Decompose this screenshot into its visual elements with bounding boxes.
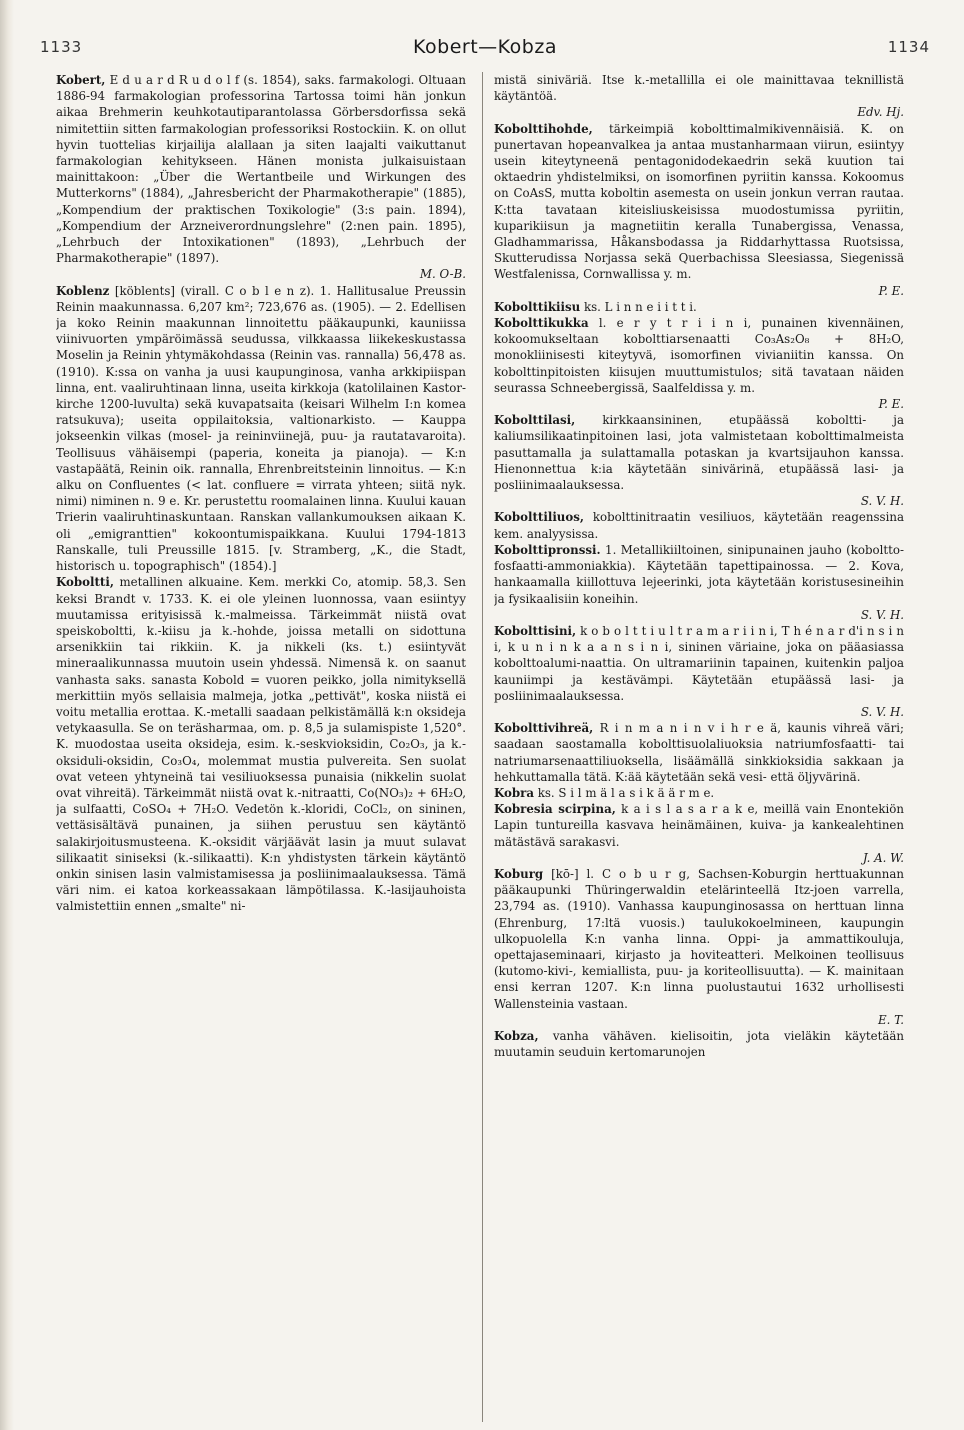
entry-headword: Koboltti, bbox=[56, 575, 114, 590]
entry-signature: S. V. H. bbox=[860, 494, 904, 509]
entry-body: R i n m a n i n v i h r e ä, kaunis vihreä väri; saadaan saostamalla kobolttisuolaliuoksia natriumfosfaatti- tai natriumarsenaattiliuoksella, lisäämällä sinkkioksidia sakkaan ja hehkuttamalla tätä. K:ää käytetään sekä vesi- että öljyvärinä. bbox=[494, 721, 904, 784]
entry-body: ks. L i n n e i i t t i. bbox=[580, 299, 697, 314]
encyclopedia-entry bbox=[494, 72, 904, 121]
entry-headword: Kobra bbox=[494, 785, 534, 800]
encyclopedia-entry bbox=[494, 299, 904, 315]
entry-signature: M. O-B. bbox=[419, 267, 466, 282]
entry-body: mistä siniväriä. Itse k.-metallilla ei ole mainittavaa teknillistä käytäntöä. bbox=[494, 73, 904, 104]
entry-body: metallinen alkuaine. Kem. merkki Co, atomip. 58,3. Sen keksi Brandt v. 1733. K. ei ole yleinen luonnossa, vaan esiintyy muutamissa erityisissä k.-malmeissa. Tärkeimmät niistä ovat speiskoboltti, k.-kiisu ja k.-hohde, joissa metalli on sidottuna arsenikkiin tai rikkiin. K. ja nikkeli (ks. t.) esiintyvät mineraalikunnassa muutoin usein yhdessä. Nimensä k. on saanut vanhasta saks. sanasta Kobold = vuoren peikko, jolla nimityksellä merkittiin myös sellaisia malmeja, jotka „pettivät", koska niistä ei voitu metallia erottaa. K.-metalli saadaan pelkistämällä k:n oksideja vetykaasulla. Se on teräsharmaa, om. p. 8,5 ja sulamispiste 1,520°. K. muodostaa useita oksideja, esim. k.-seskvioksidin, Co₂O₃, ja k.-oksiduli-oksidin, Co₃O₄, molemmat mustia pulvereita. Sen suolat ovat veteen yhtyneinä tai vesiliuoksessa punaisia (nikkelin suolat ovat vihreitä). Tärkeimmät niistä ovat k.-nitraatti, Co(NO₃)₂ + 6H₂O, ja sulfaatti, CoSO₄ + 7H₂O. Vedetön k.-kloridi, CoCl₂, on sininen, vettäsisältävä punainen, ja siihen perustuu sen käytäntö salakirjoitusmusteena. K.-oksidit värjäävät lasin ja muut sulavat silikaatit siniseksi (k.-silikaatti). K:n yhdistysten tärkein käytäntö onkin sinisen lasin valmistamisessa ja posliinimaalauksessa. Tämä väri nim. ei katoa korkeassakaan lämpötilassa. K.-lasijauhoista valmistettiin ennen „smalte" ni- bbox=[56, 575, 466, 914]
entry-signature: S. V. H. bbox=[860, 704, 904, 719]
encyclopedia-entry bbox=[494, 121, 904, 299]
entry-headword: Koblenz bbox=[56, 283, 110, 298]
entry-body: kobolttinitraatin vesiliuos, käytetään reagenssina kem. analyysissa. bbox=[494, 510, 904, 541]
encyclopedia-entry bbox=[494, 315, 904, 412]
entry-headword: Kobolttipronssi. bbox=[494, 542, 601, 557]
entry-headword: Kobza, bbox=[494, 1028, 539, 1043]
encyclopedia-entry bbox=[56, 283, 466, 575]
encyclopedia-entry bbox=[494, 720, 904, 785]
column-divider bbox=[482, 72, 483, 1422]
entry-body: E d u a r d R u d o l f (s. 1854), saks. farmakologi. Oltuaan 1886-94 farmakologian professorina Tartossa toimi hän jonkun aikaa Brehmerin keuhkotautiparantolassa Görbersdorfissa sekä nimitettiin sitten farmakologian professoriksi Rostockiin. K. on ollut hyvin tuottelias kirjailija alallaan ja siten laajalti vaikuttanut farmakologian kehitykseen. Hänen monista julkaisuistaan mainittakoon: „Über die Wertantbeile und Wirkungen des Mutterkorns" (1884), „Jahresbericht der Pharmakotherapie" (1885), „Kompendium der praktischen Toxikologie" (3:s pain. 1894), „Kompendium der Arzneiverordnungslehre" (2:nen pain. 1895), „Lehrbuch der Intoxikationen" (1893), „Lehrbuch der Pharmakotherapie" (1897). bbox=[56, 73, 466, 266]
encyclopedia-entry bbox=[494, 623, 904, 720]
page-title: Kobert—Kobza bbox=[413, 36, 557, 58]
entry-headword: Kobert, bbox=[56, 73, 106, 87]
encyclopedia-entry bbox=[494, 785, 904, 801]
encyclopedia-entry bbox=[494, 801, 904, 866]
left-column bbox=[56, 72, 466, 1422]
entry-body: ks. S i l m ä l a s i k ä ä r m e. bbox=[533, 785, 715, 800]
entry-headword: Kobolttihohde, bbox=[494, 121, 593, 136]
entry-body: [köblents] (virall. C o b l e n z). 1. Hallitusalue Preussin Reinin maakunnassa. 6,207 km²; 723,676 as. (1905). — 2. Edellisen ja koko Reinin maakunnan linnoitettu pääkaupunki, kauniissa viinivuorten ympäröimässä seudussa, vilkkaassa liikekeskustassa Moselin ja Reinin yhtymäkohdassa (Reinin vas. rannalla) 56,478 as. (1910). K:ssa on vanha ja uusi kaupunginosa, vanha arkkipiispan linna, ent. vaaliruhtinaan linna, useita kirkkoja (katolilainen Kastor-kirche 1200-luvulta) sekä kuvapatsaita (keisari Wilhelm I:n komea ratsukuva); useita oppilaitoksia, valtionarkisto. — Kauppa jokseenkin vilkas (mosel- ja reininviinejä, puu- ja rautatavaroita). Teollisuus vähäisempi (paperia, koneita ja pianoja). — K:n vastapäätä, Reinin oik. rannalla, Ehrenbreitsteinin linnoitus. — K:n alku on Confluentes (< lat. confluere = virrata yhteen; siitä nyk. nimi) niminen n. 9 e. Kr. perustettu roomalainen linna. Kuului kauan Trierin vaaliruhtinaskuntaan. Ranskan vallankumouksen aikaan K. oli „emigranttien" kokoontumispaikkana. Kuului 1794-1813 Ranskalle, tuli Preussille 1815. [v. Stramberg, „K., die Stadt, historisch u. topographisch" (1854).] bbox=[56, 283, 466, 574]
encyclopedia-entry bbox=[56, 574, 466, 914]
entry-signature: E. T. bbox=[878, 1012, 904, 1027]
entry-headword: Kobolttilasi, bbox=[494, 413, 576, 428]
entry-body: k o b o l t t i u l t r a m a r i i n i, T h é n a r d'i n s i n i, k u n i n k a a n s i n i, sininen väriaine, joka on pääasiassa kobolttoalumi-naattia. On ultramariinin tapainen, kuitenkin paljoa kauniimpi ja kestävämpi. Käytetään etupäässä lasi- ja posliinimaalauksessa. bbox=[494, 623, 904, 703]
entry-headword: Kobresia scirpina, bbox=[494, 802, 616, 817]
entry-signature: P. E. bbox=[878, 283, 904, 298]
page-header bbox=[40, 38, 930, 64]
entry-signature: J. A. W. bbox=[862, 850, 904, 865]
entry-body: l. e r y t r i i n i, punainen kivennäinen, kokoomukseltaan kobolttiarsenaatti Co₃As₂O₈ + 8H₂O, monokliinisesti kiteytyvä, isomorfinen vivianiitin kanssa. On kobolttinpitoisten kiisujen muuttumistulos; sitä tavataan näiden seurassa Schneebergissä, Saalfeldissa y. m. bbox=[494, 316, 904, 395]
encyclopedia-entry bbox=[494, 542, 904, 623]
entry-headword: Kobolttisini, bbox=[494, 623, 577, 638]
entry-headword: Kobolttiliuos, bbox=[494, 510, 584, 525]
entry-body: [kō-] l. C o b u r g, Sachsen-Koburgin herttuakunnan pääkaupunki Thüringerwaldin etelärinteellä Itz-joen varrella, 23,794 as. (1910). Vanhassa kaupunginosassa on herttuan linna (Ehrenburg, 17:ltä vuosis.) taulukokoelmineen, kaupungin ulkopuolella K:n vanha linna. Oppi- ja ammattikouluja, opettajaseminaari, kirjasto ja hoviteatteri. Melkoinen teollisuus (kutomo-kivi-, kemiallista, puu- ja koriteollisuutta). — K. mainitaan ensi kerran 1207. K:n linna puolustautui 1632 urhollisesti Wallensteinia vastaan. bbox=[494, 866, 904, 1011]
entry-headword: Kobolttivihreä, bbox=[494, 721, 594, 736]
encyclopedia-entry bbox=[494, 412, 904, 509]
entry-signature: P. E. bbox=[878, 397, 904, 412]
right-column bbox=[494, 72, 904, 1422]
encyclopedia-entry bbox=[494, 866, 904, 1028]
encyclopedia-entry bbox=[56, 72, 466, 283]
entry-body: tärkeimpiä kobolttimalmikivennäisiä. K. on punertavan hopeanvalkea ja antaa mustanharmaan viirun, esiintyy usein kiteytyneenä pentagonidodekaedrin sekä kuution tai oktaedrin yhdistelmiksi, on isomorfinen pyriitin kanssa. Kokoomus on CoAsS, mutta koboltin asemesta on usein jonkun verran rautaa. K:tta tavataan kiteisliuskeisissa muodostumissa pyriitin, kuparikiisun ja magnetiitin keralla Tunabergissa, Venassa, Gladhammarissa, Håkansbodassa ja Riddarhyttassa Ruotsissa, Skutterudissa Norjassa sekä Querbachissa Sleesiassa, Siegenissä Westfalenissa, Cornwallissa y. m. bbox=[494, 121, 904, 282]
entry-signature: S. V. H. bbox=[860, 607, 904, 622]
page-number-right: 1134 bbox=[887, 38, 930, 56]
encyclopedia-entry bbox=[494, 1028, 904, 1060]
entry-headword: Kobolttikukka bbox=[494, 316, 589, 331]
page-edge-shadow bbox=[0, 0, 14, 1430]
entry-headword: Kobolttikiisu bbox=[494, 299, 581, 314]
entry-body: k a i s l a s a r a k e, meillä vain Enontekiön Lapin tuntureilla kasvava heinämäinen, kuiva- ja kankealehtinen mätästävä sarakasvi. bbox=[494, 802, 904, 849]
page-number-left: 1133 bbox=[40, 38, 83, 56]
entry-body: kirkkaansininen, etupäässä koboltti- ja kaliumsilikaatinpitoinen lasi, jota valmistetaan kobolttimalmeista pasuttamalla ja sulattamalla potaskan ja kvartsijauhon kanssa. Hienonnettua k:ia käytetään sinivärinä, etupäässä lasi- ja posliinimaalauksessa. bbox=[494, 413, 904, 493]
entry-body: 1. Metallikiiltoinen, sinipunainen jauho (koboltto-fosfaatti-ammoniakkia). Käytetään tapettipainossa. — 2. Kova, hankaamalla kiillottuva lejeerinki, jota käytetään koristusesineihin ja fysikaalisiin koneihin. bbox=[494, 542, 904, 606]
encyclopedia-entry bbox=[494, 509, 904, 541]
entry-headword: Koburg bbox=[494, 866, 544, 881]
entry-body: vanha vähäven. kielisoitin, jota vieläkin käytetään muutamin seuduin kertomarunojen bbox=[494, 1028, 904, 1060]
entry-signature: Edv. Hj. bbox=[857, 105, 904, 120]
